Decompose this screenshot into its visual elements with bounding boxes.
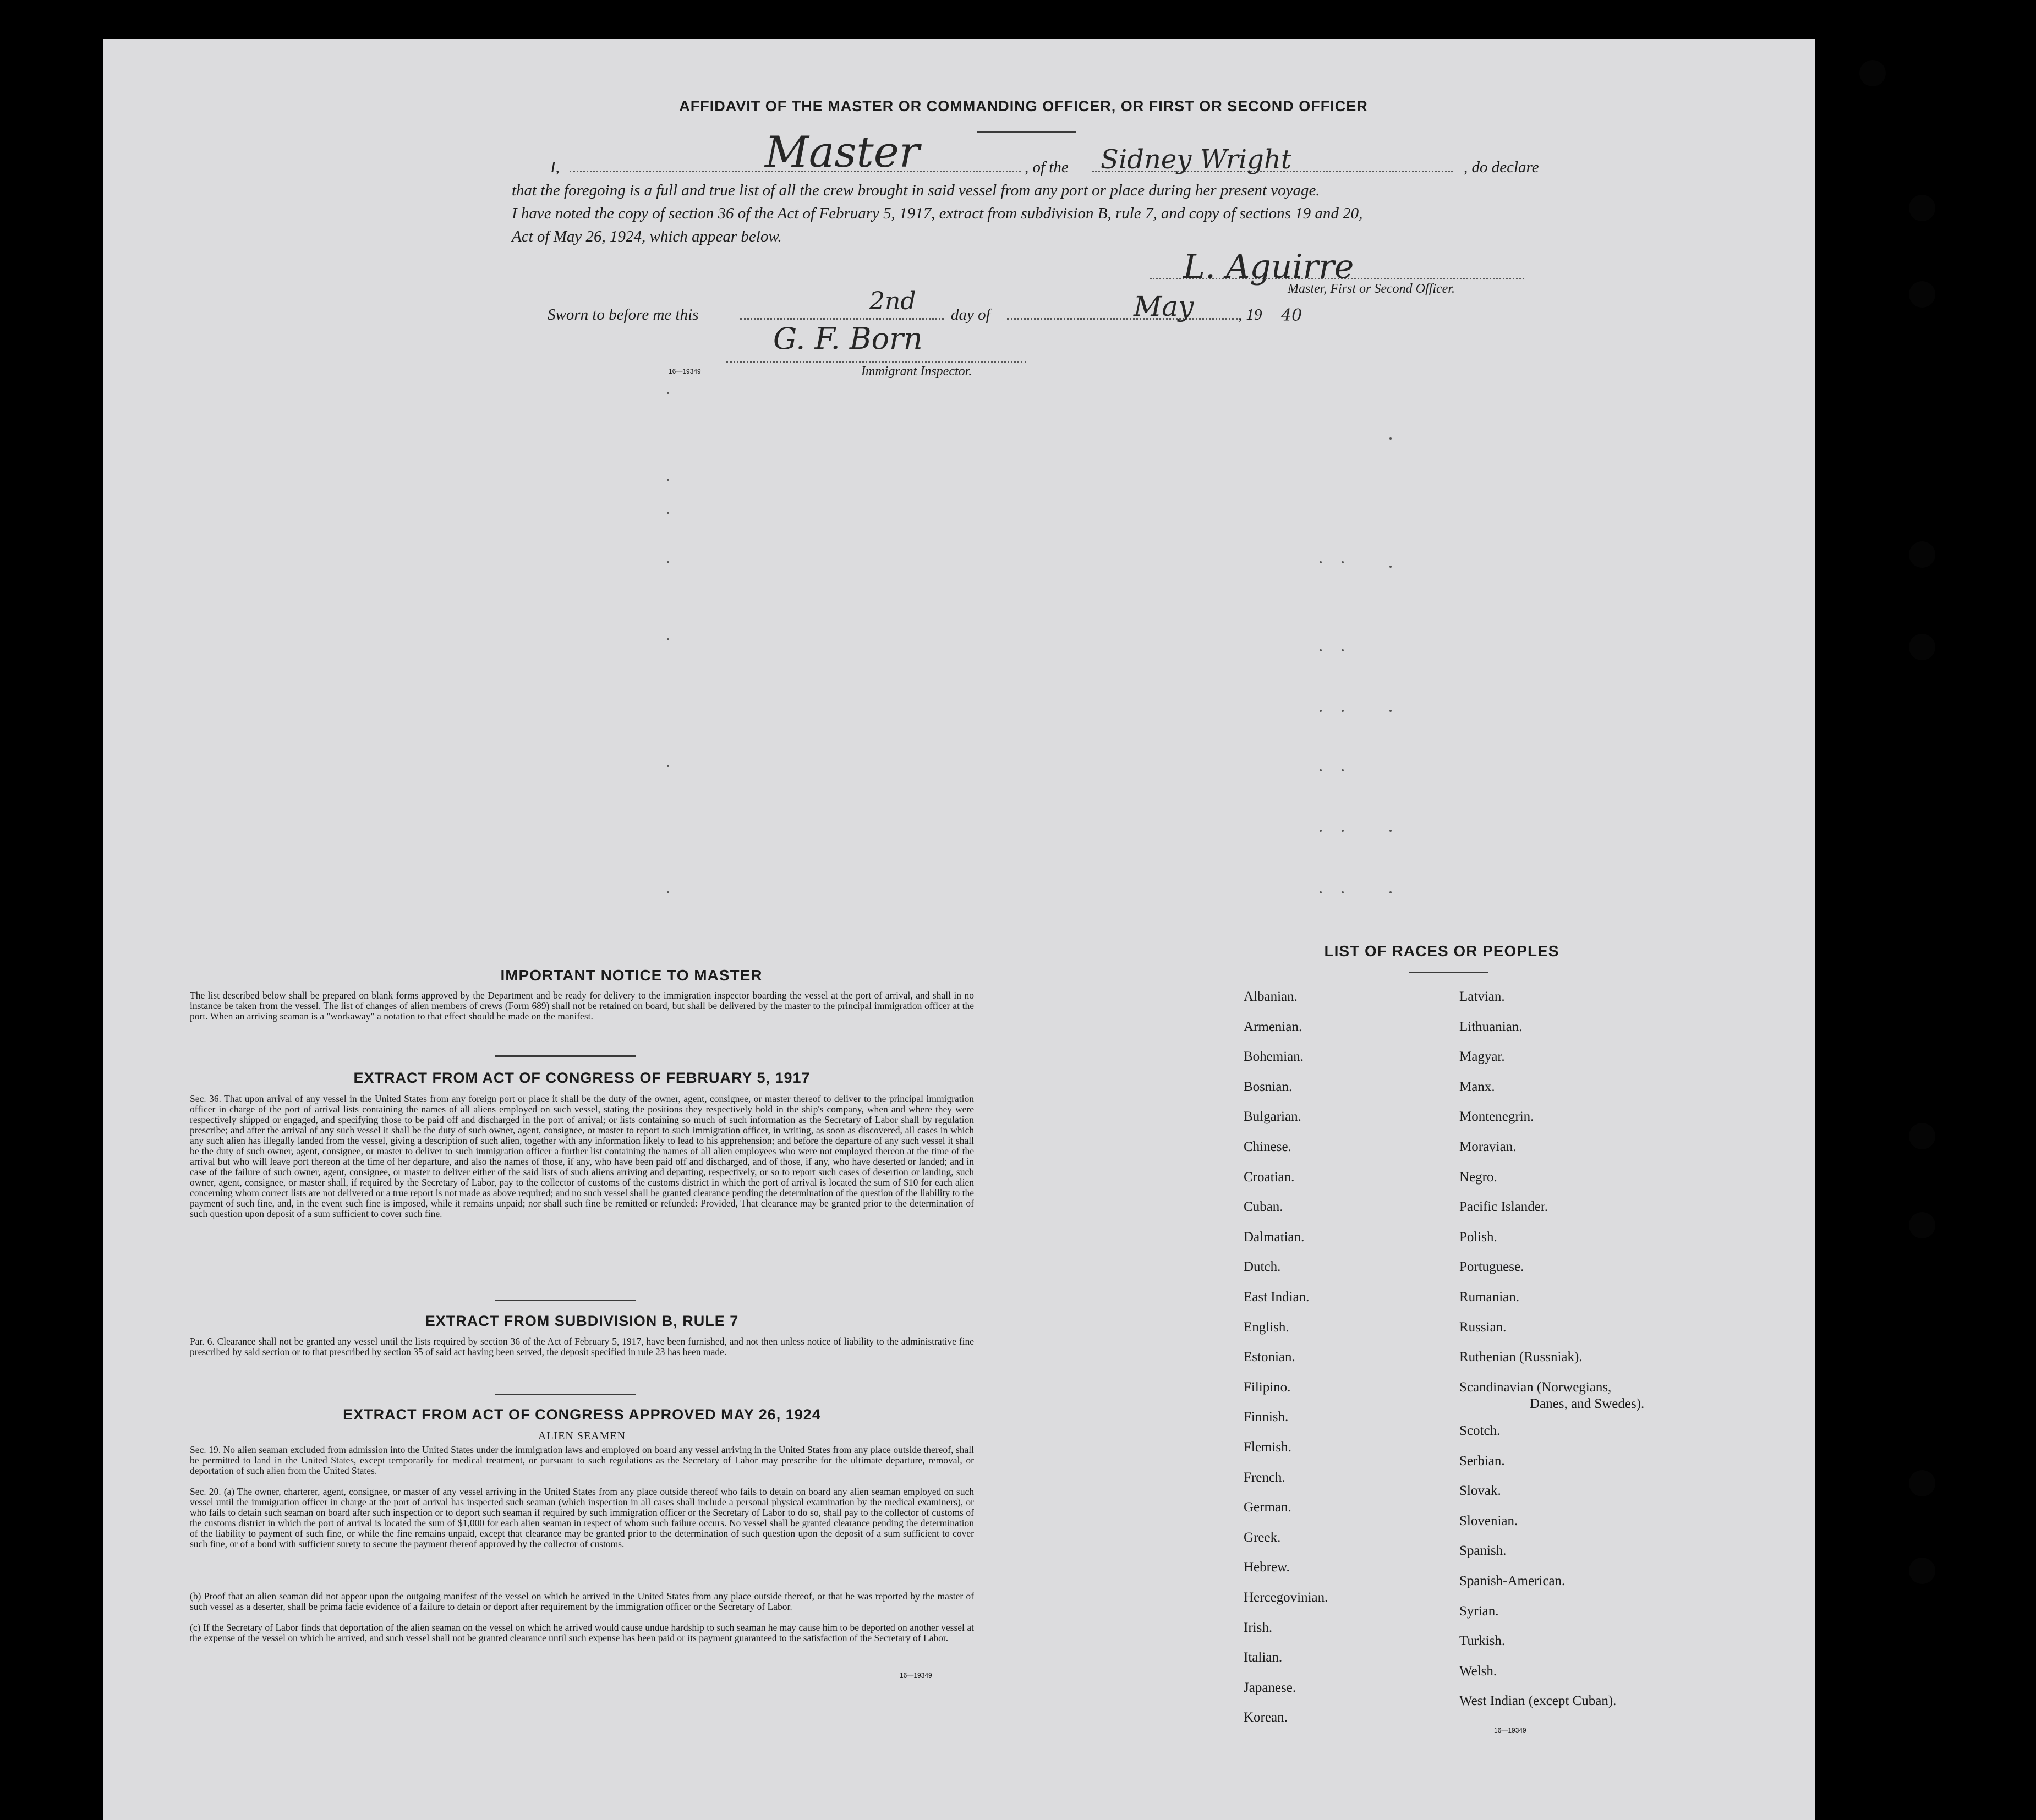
race-item: East Indian.	[1244, 1290, 1310, 1304]
rule7-text: Par. 6. Clearance shall not be granted any vessel until the lists required by section 36 of the Act of February 5, 1917, have been furnished, and not then unless notice of liability to the administrative fine prescribed by said section or to that prescribed by section 35 of said act having been served, the deposit specified in rule 23 has been made.	[190, 1336, 974, 1357]
punch-hole-5	[1909, 634, 1935, 660]
rule7-heading: EXTRACT FROM SUBDIVISION B, RULE 7	[425, 1313, 739, 1329]
dot-mark	[1320, 649, 1322, 651]
day-of-label: day of	[951, 306, 990, 324]
race-item: Greek.	[1244, 1530, 1281, 1545]
race-item: Albanian.	[1244, 989, 1298, 1004]
signature-caption: Master, First or Second Officer.	[1288, 282, 1455, 296]
divider	[495, 1394, 636, 1395]
race-item: Latvian.	[1459, 989, 1505, 1004]
handwritten-vessel: Sidney Wright	[1101, 144, 1292, 175]
notice-text: The list described below shall be prepared on blank forms approved by the Department and be ready for delivery to the immigration inspector boarding the vessel at the port of arrival, and shall in no instance be taken from the vessel. The list of changes of alien members of crews (Form 689) shall not be retained on board, but shall be delivered by the master to the principal immigration officer at the port. When an arriving seaman is a "workaway" a notation to that effect should be made on the manifest.	[190, 990, 974, 1022]
race-item: Spanish.	[1459, 1543, 1507, 1559]
race-item: Negro.	[1459, 1169, 1497, 1185]
affidavit-line-4: Act of May 26, 1924, which appear below.	[512, 228, 782, 245]
punch-hole-4	[1909, 541, 1935, 568]
affidavit-title: AFFIDAVIT OF THE MASTER OR COMMANDING OFFICER, OR FIRST OR SECOND OFFICER	[679, 98, 1368, 114]
inspector-line	[726, 361, 1026, 363]
race-item: Magyar.	[1459, 1049, 1505, 1065]
affidavit-line-3: I have noted the copy of section 36 of the Act of February 5, 1917, extract from subdivision B, rule 7, and copy of sections 19 and 20,	[512, 205, 1363, 222]
divider	[977, 131, 1076, 133]
race-item: Cuban.	[1244, 1199, 1283, 1215]
race-item: Polish.	[1459, 1229, 1497, 1245]
notice-heading: IMPORTANT NOTICE TO MASTER	[500, 967, 763, 984]
race-item: Armenian.	[1244, 1019, 1302, 1034]
punch-hole-2	[1909, 195, 1935, 221]
race-item: Irish.	[1244, 1620, 1273, 1635]
dot-mark	[1389, 437, 1392, 440]
divider	[1409, 972, 1488, 973]
dot-mark	[1389, 710, 1392, 712]
dot-mark	[1389, 566, 1392, 568]
dot-mark	[667, 392, 669, 394]
extract-1924-heading: EXTRACT FROM ACT OF CONGRESS APPROVED MAY 26, 1924	[343, 1406, 821, 1423]
race-item: Croatian.	[1244, 1169, 1295, 1185]
dot-mark	[1320, 891, 1322, 893]
punch-hole-9	[1909, 1558, 1935, 1584]
declarant-label: I,	[550, 158, 560, 176]
race-item: Finnish.	[1244, 1410, 1289, 1425]
punch-hole-8	[1909, 1470, 1935, 1496]
dot-mark	[1342, 561, 1344, 563]
sec19-text: Sec. 19. No alien seaman excluded from admission into the United States under the immigration laws and employed on board any vessel arriving in the United States from any place outside thereof, shall be permitted to land in the United States, except temporarily for medical treatment, or pursuant to such regulations as the Secretary of Labor may prescribe for the ultimate departure, removal, or deportation of such alien from the United States.	[190, 1444, 974, 1476]
race-item: Estonian.	[1244, 1350, 1295, 1365]
punch-hole-1	[1859, 60, 1886, 86]
race-item: German.	[1244, 1500, 1291, 1515]
race-item: Slovenian.	[1459, 1513, 1518, 1528]
dot-mark	[1342, 769, 1344, 771]
divider	[495, 1300, 636, 1301]
race-item: Welsh.	[1459, 1663, 1497, 1679]
dot-mark	[1342, 891, 1344, 893]
dot-mark	[667, 638, 669, 640]
form-number-bottom-right: 16—19349	[1494, 1726, 1526, 1734]
form-number-top: 16—19349	[669, 368, 701, 375]
race-item: Filipino.	[1244, 1379, 1291, 1395]
sec20-c-text: (c) If the Secretary of Labor finds that deportation of the alien seaman on the vessel on which he arrived would cause undue hardship to such seaman he may cause him to be deported on another vessel at the expense of the vessel on which he arrived, and such vessel shall not be granted clearance until such expense has been paid or its payment guaranteed to the satisfaction of the Secretary of Labor.	[190, 1622, 974, 1643]
signature-line	[1150, 278, 1524, 279]
race-item: Pacific Islander.	[1459, 1199, 1548, 1215]
master-signature: L. Aguirre	[1183, 248, 1354, 286]
inspector-signature: G. F. Born	[773, 321, 923, 356]
race-item: Bulgarian.	[1244, 1109, 1301, 1125]
race-item: Portuguese.	[1459, 1259, 1524, 1275]
dot-mark	[667, 479, 669, 481]
race-item: Danes, and Swedes).	[1530, 1396, 1645, 1411]
sec20-b-text: (b) Proof that an alien seaman did not appear upon the outgoing manifest of the vessel on which he arrived in the United States from any place outside thereof, or that he was reported by the master of such vessel as a deserter, shall be prima facie evidence of a failure to detain or deport after requirement by the immigration officer or the Secretary of Labor.	[190, 1591, 974, 1612]
race-item: Montenegrin.	[1459, 1109, 1534, 1125]
punch-hole-7	[1909, 1212, 1935, 1238]
dot-mark	[667, 512, 669, 514]
handwritten-rank: Master	[765, 128, 920, 177]
dot-mark	[1320, 830, 1322, 832]
handwritten-day: 2nd	[869, 287, 916, 315]
race-item: Dalmatian.	[1244, 1229, 1305, 1245]
dot-mark	[667, 561, 669, 563]
dot-mark	[1342, 649, 1344, 651]
race-item: Dutch.	[1244, 1259, 1281, 1275]
do-declare-label: , do declare	[1464, 158, 1539, 176]
affidavit-line-2: that the foregoing is a full and true list of all the crew brought in said vessel from any port or place during her present voyage.	[512, 182, 1320, 199]
dot-mark	[1389, 891, 1392, 893]
race-item: Korean.	[1244, 1710, 1288, 1725]
alien-seamen-subheading: ALIEN SEAMEN	[538, 1430, 626, 1442]
races-heading: LIST OF RACES OR PEOPLES	[1324, 942, 1559, 960]
dot-mark	[1342, 830, 1344, 832]
punch-hole-3	[1909, 281, 1935, 308]
race-item: Spanish-American.	[1459, 1573, 1566, 1588]
handwritten-month: May	[1134, 290, 1194, 322]
dot-mark	[1320, 561, 1322, 563]
race-item: Slovak.	[1459, 1483, 1501, 1499]
race-item: Italian.	[1244, 1650, 1283, 1665]
sworn-day-line	[740, 318, 944, 320]
race-item: West Indian (except Cuban).	[1459, 1693, 1617, 1709]
race-item: Ruthenian (Russniak).	[1459, 1350, 1583, 1365]
race-item: Syrian.	[1459, 1603, 1499, 1619]
dot-mark	[667, 765, 669, 767]
race-item: Scandinavian (Norwegians,	[1459, 1379, 1612, 1395]
race-item: Lithuanian.	[1459, 1019, 1523, 1034]
extract-1917-heading: EXTRACT FROM ACT OF CONGRESS OF FEBRUARY 5, 1917	[353, 1070, 811, 1086]
race-item: English.	[1244, 1319, 1289, 1335]
inspector-caption: Immigrant Inspector.	[861, 364, 972, 379]
race-item: Moravian.	[1459, 1139, 1517, 1154]
dot-mark	[1320, 769, 1322, 771]
race-item: Chinese.	[1244, 1139, 1291, 1154]
of-the-label: , of the	[1025, 158, 1069, 176]
race-item: Flemish.	[1244, 1440, 1291, 1455]
race-item: Turkish.	[1459, 1633, 1506, 1649]
divider	[495, 1055, 636, 1057]
extract-1917-text: Sec. 36. That upon arrival of any vessel in the United States from any foreign port or place it shall be the duty of the owner, agent, consignee, or master thereof to deliver to the principal immigration officer in charge of the port of arrival lists containing the names of all aliens employed on such vessel, stating the positions they respectively hold in the ship's company, when and where they were respectively shipped or engaged, and specifying those to be paid off and discharged in the port of arrival; or lists containing so much of such information as the Secretary of Labor shall by regulation prescribe; and after the arrival of any such vessel it shall be the duty of such owner, agent, consignee, or master to report to such immigration officer, in writing, as soon as discovered, all cases in which any such alien has illegally landed from the vessel, giving a description of such alien, together with any information likely to lead to his apprehension; and before the departure of any such vessel it shall be the duty of such owner, agent, consignee, or master to deliver to such immigration officer a further list containing the names of all alien employees who were not employed thereon at the time of the arrival but who will leave port thereon at the time of her departure, and also the names of those, if any, who have been paid off and discharged, and of those, if any, who have deserted or landed; and in case of the failure of such owner, agent, consignee, or master to deliver either of the said lists of such aliens arriving and departing, respectively, or so to report such cases of desertion or landing, such owner, agent, consignee, or master shall, if required by the Secretary of Labor, pay to the collector of customs of the customs district in which the port of arrival is located the sum of $10 for each alien concerning whom correct lists are not delivered or a true report is not made as above required; and no such vessel shall be granted clearance pending the determination of the question of the liability to the payment of such fine, and, in the event such fine is imposed, while it remains unpaid; nor shall such fine be remitted or refunded: Provided, That clearance may be granted prior to the determination of such question upon deposit of a sum sufficient to cover such fine.	[190, 1093, 974, 1219]
race-item: Russian.	[1459, 1319, 1507, 1335]
handwritten-year: 40	[1281, 306, 1302, 325]
dot-mark	[1389, 830, 1392, 832]
dot-mark	[1320, 710, 1322, 712]
year-prefix: , 19	[1238, 306, 1262, 324]
form-number-bottom-left: 16—19349	[900, 1671, 932, 1679]
race-item: Bohemian.	[1244, 1049, 1304, 1065]
race-item: French.	[1244, 1470, 1285, 1485]
race-item: Japanese.	[1244, 1680, 1296, 1695]
race-item: Scotch.	[1459, 1423, 1501, 1438]
sworn-month-line	[1007, 318, 1238, 320]
sec20-text: Sec. 20. (a) The owner, charterer, agent, consignee, or master of any vessel arriving in the United States from any place outside thereof who fails to detain on board any alien seaman employed on such vessel until the immigration officer in charge at the port of arrival has inspected such seaman (which inspection in all cases shall include a personal physical examination by the medical examiners), or who fails to detain such seaman on board after such inspection or to deport such seaman if required by such immigration officer or the Secretary of Labor to do so, shall pay to the collector of customs of the customs district in which the port of arrival is located the sum of $1,000 for each alien seaman in respect of whom such failure occurs. No vessel shall be granted clearance pending the determination of the liability to payment of such fine, or while the fine remains unpaid, except that clearance may be granted prior to the determination of such question upon the deposit of a sum sufficient to cover such fine, or of a bond with sufficient surety to secure the payment thereof approved by the collector of customs.	[190, 1486, 974, 1549]
race-item: Hebrew.	[1244, 1560, 1290, 1575]
sworn-label: Sworn to before me this	[548, 306, 699, 324]
race-item: Bosnian.	[1244, 1079, 1293, 1094]
dot-mark	[667, 891, 669, 893]
race-item: Rumanian.	[1459, 1290, 1520, 1304]
punch-hole-6	[1909, 1123, 1935, 1149]
race-item: Manx.	[1459, 1079, 1495, 1094]
dot-mark	[1342, 710, 1344, 712]
race-item: Serbian.	[1459, 1453, 1505, 1468]
race-item: Hercegovinian.	[1244, 1590, 1328, 1605]
